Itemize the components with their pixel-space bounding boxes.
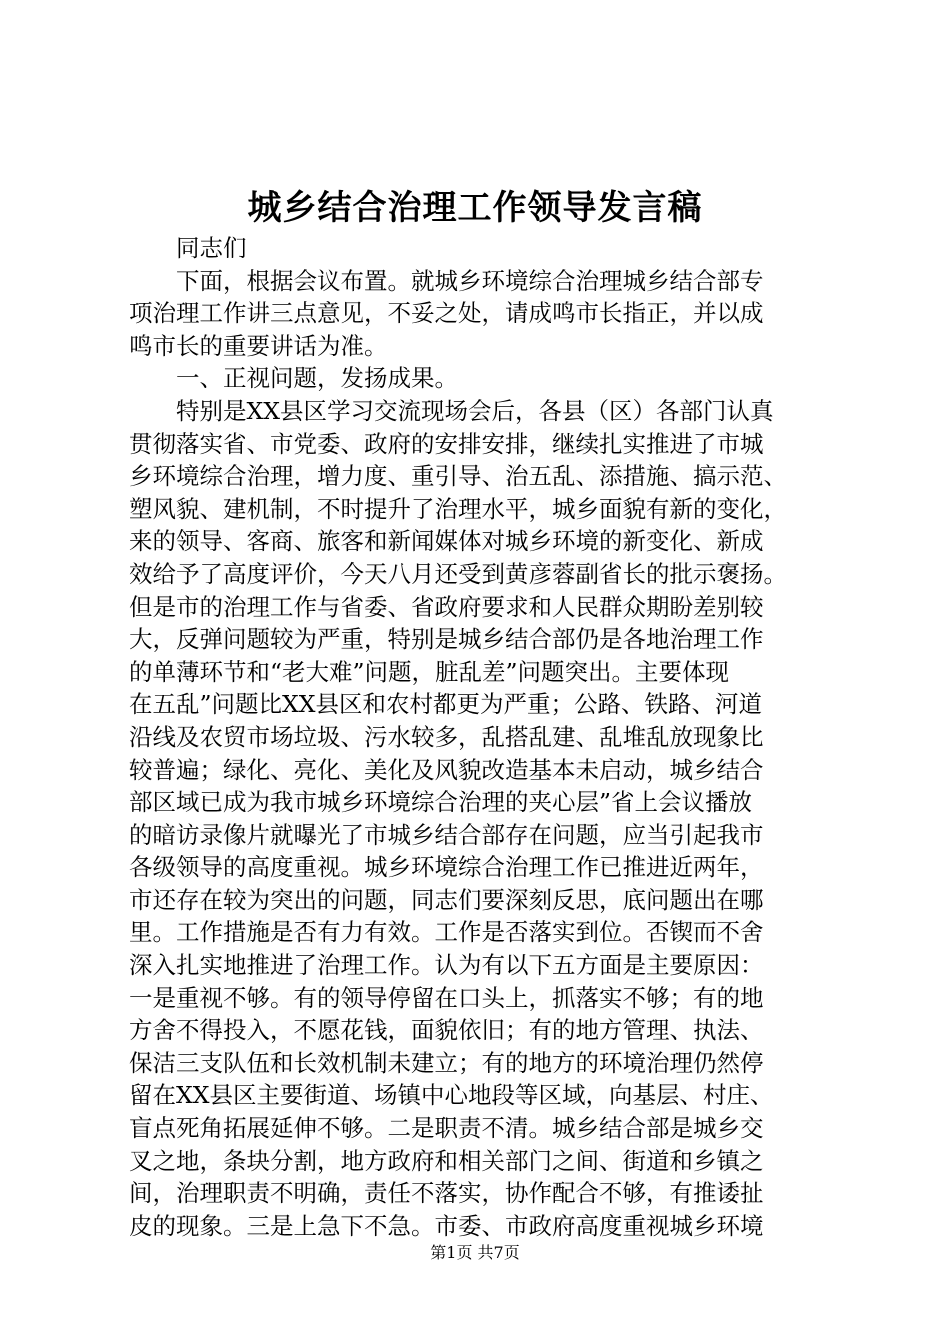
text-line: 皮的现象。三是上急下不急。市委、市政府高度重视城乡环境 [129,1211,764,1240]
document-body [129,232,829,1242]
text-line: 下面，根据会议布置。就城乡环境综合治理城乡结合部专 [176,266,764,295]
text-line: 贯彻落实省、市党委、政府的安排安排，继续扎实推进了市城 [129,429,764,458]
text-line: 在五乱”问题比XX县区和农村都更为严重；公路、铁路、河道 [129,690,762,719]
text-line: 大，反弹问题较为严重，特别是城乡结合部仍是各地治理工作 [129,625,764,654]
text-line: 较普遍；绿化、亮化、美化及风貌改造基本未启动，城乡结合 [129,755,764,784]
text-line: 乡环境综合治理，增力度、重引导、治五乱、添措施、搞示范、 [129,462,787,491]
text-line: 但是市的治理工作与省委、省政府要求和人民群众期盼差别较 [129,592,764,621]
text-line: 特别是XX县区学习交流现场会后，各县（区）各部门认真 [176,396,774,425]
text-line: 一是重视不够。有的领导停留在口头上，抓落实不够；有的地 [129,983,764,1012]
text-line: 间，治理职责不明确，责任不落实，协作配合不够，有推诿扯 [129,1179,764,1208]
text-line: 各级领导的高度重视。城乡环境综合治理工作已推进近两年， [129,853,764,882]
text-line: 保洁三支队伍和长效机制未建立；有的地方的环境治理仍然停 [129,1048,764,1077]
text-line: 部区域已成为我市城乡环境综合治理的夹心层”省上会议播放 [129,788,753,817]
text-line: 沿线及农贸市场垃圾、污水较多，乱搭乱建、乱堆乱放现象比 [129,722,764,751]
page-footer: 第1页 共7页 [430,1243,520,1262]
text-line: 的单薄环节和“老大难”问题，脏乱差”问题突出。主要体现 [129,657,730,686]
text-line: 深入扎实地推进了治理工作。认为有以下五方面是主要原因： [129,951,764,980]
text-line: 项治理工作讲三点意见，不妥之处，请成鸣市长指正，并以成 [129,299,764,328]
text-line: 里。工作措施是否有力有效。工作是否落实到位。否锲而不舍 [129,918,764,947]
text-line: 效给予了高度评价，今天八月还受到黄彦蓉副省长的批示褒扬。 [129,559,787,588]
text-line: 鸣市长的重要讲话为准。 [129,331,388,360]
text-line: 留在XX县区主要街道、场镇中心地段等区域，向基层、村庄、 [129,1081,774,1110]
text-line: 塑风貌、建机制，不时提升了治理水平，城乡面貌有新的变化， [129,494,787,523]
document-title: 城乡结合治理工作领导发言稿 [247,188,703,228]
text-line: 一、正视问题，发扬成果。 [176,364,458,393]
text-line: 盲点死角拓展延伸不够。二是职责不清。城乡结合部是城乡交 [129,1114,764,1143]
text-line: 同志们 [176,234,247,262]
text-line: 的暗访录像片就曝光了市城乡结合部存在问题，应当引起我市 [129,820,764,849]
text-line: 方舍不得投入，不愿花钱，面貌依旧；有的地方管理、执法、 [129,1016,764,1045]
text-line: 叉之地，条块分割，地方政府和相关部门之间、街道和乡镇之 [129,1146,764,1175]
text-line: 来的领导、客商、旅客和新闻媒体对城乡环境的新变化、新成 [129,527,764,556]
text-line: 市还存在较为突出的问题，同志们要深刻反思，底问题出在哪 [129,885,764,914]
